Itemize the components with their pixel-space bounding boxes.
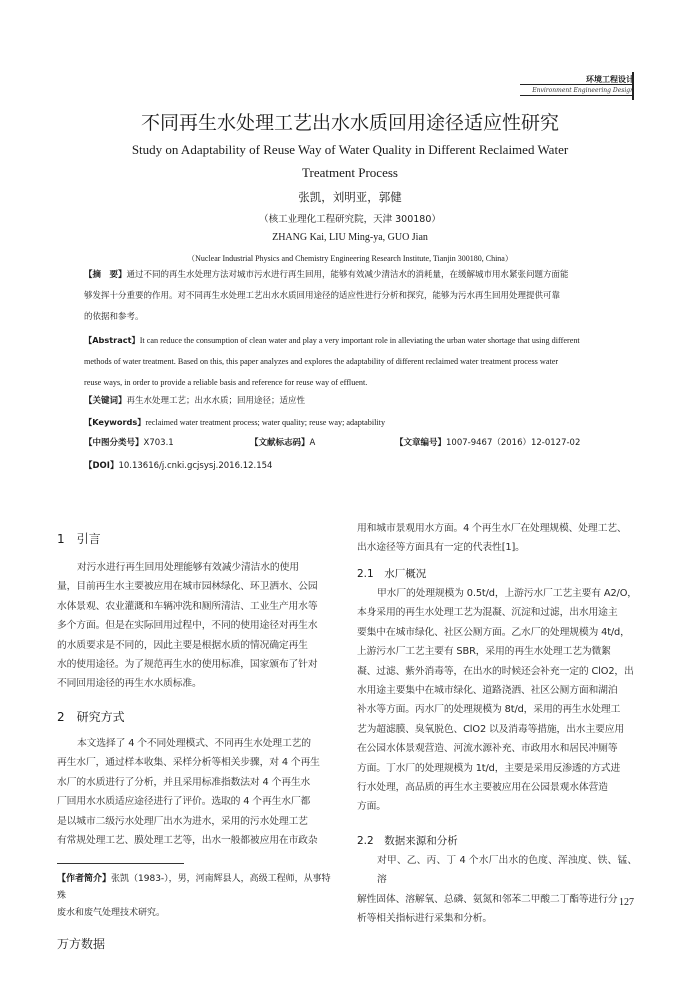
section-heading-method: 2 研究方式 <box>57 710 125 724</box>
abstract-en <box>84 334 620 389</box>
author-bio-line: 张凯（1983-），男，河南辉县人，高级工程师，从事特殊 <box>57 874 331 901</box>
document-code-label: 【文献标志码】 <box>250 438 310 448</box>
data-source-paragraph <box>357 851 637 929</box>
text-line: 解性固体、溶解氧、总磷、氨氮和邻苯二甲酸二丁酯等进行分 <box>357 893 618 905</box>
article-number <box>395 437 625 450</box>
keywords-cn-text: 再生水处理工艺；出水水质；回用途径；适应性 <box>126 396 306 406</box>
text-line: 再生水厂，通过样本收集、采样分析等相关步骤，对 4 个再生 <box>57 757 320 769</box>
plant-overview-paragraph <box>357 584 637 817</box>
text-line: 本文选择了 4 个不同处理模式、不同再生水处理工艺的 <box>77 738 311 749</box>
keywords-cn <box>84 395 620 408</box>
text-line: 凝、过滤、紫外消毒等，在出水的时候还会补充一定的 ClO2，出 <box>357 665 634 677</box>
text-line: 出水途径等方面具有一定的代表性[1]。 <box>357 542 525 554</box>
text-line: 对污水进行再生回用处理能够有效减少清洁水的使用 <box>77 562 299 573</box>
doi-value: 10.13616/j.cnki.gcjsysj.2016.12.154 <box>118 461 273 471</box>
abstract-cn-label: 【摘 要】 <box>84 270 127 280</box>
subsection-heading-plant-overview: 2.1 水厂概况 <box>357 568 427 580</box>
abstract-cn-line: 的依据和参考。 <box>84 312 144 322</box>
document-code-value: A <box>309 438 316 448</box>
text-line: 水用途主要集中在城市绿化、道路浇洒、社区公厕方面和湖泊 <box>357 685 618 697</box>
keywords-en <box>84 416 620 429</box>
text-line: 的水质要求是不同的，因此主要是根据水质的情况确定再生 <box>57 639 308 651</box>
article-number-label: 【文章编号】 <box>395 438 447 448</box>
text-line: 有常规处理工艺、膜处理工艺等，出水一般都被应用在市政杂 <box>57 835 318 847</box>
text-line: 对甲、乙、丙、丁 4 个水厂出水的色度、浑浊度、铁、锰、溶 <box>377 855 637 886</box>
author-bio-footnote <box>57 871 334 922</box>
abstract-en-line: It can reduce the consumption of clean water and play a very important role in alleviating the urban water shortage that using different <box>139 336 580 345</box>
subsection-heading-data-source: 2.2 数据来源和分析 <box>357 835 458 847</box>
keywords-en-label: 【Keywords】 <box>84 417 146 427</box>
text-line: 在公园水体景观营造、河流水源补充、市政用水和居民冲厕等 <box>357 743 618 755</box>
journal-name-english: Environment Engineering Design <box>532 87 634 94</box>
text-line: 方面。丁水厂的处理规模为 1t/d，主要是采用反渗透的方式进 <box>357 762 621 774</box>
introduction-paragraph <box>57 558 334 694</box>
abstract-cn-line: 够发挥十分重要的作用。对不同再生水处理工艺出水水质回用途径的适应性进行分析和探究，能够为污水再生回用处理提供可靠 <box>84 291 561 301</box>
text-line: 补水等方面。丙水厂的处理规模为 8t/d，采用的再生水处理工 <box>357 704 621 716</box>
authors: 张凯，刘明亚，郭健 <box>298 190 402 204</box>
text-line: 多个方面。但是在实际回用过程中，不同的使用途径对再生水 <box>57 620 318 632</box>
text-line: 厂回用水水质适应途径进行了评价。选取的 4 个再生水厂都 <box>57 796 311 808</box>
clc-label: 【中图分类号】 <box>84 438 144 448</box>
text-line: 本身采用的再生水处理工艺为混凝、沉淀和过滤，出水用途主 <box>357 607 618 619</box>
paper-title: 不同再生水处理工艺出水水质回用途径适应性研究 <box>140 112 559 134</box>
doi-label: 【DOI】 <box>84 461 119 471</box>
text-line: 量，目前再生水主要被应用在城市园林绿化、环卫洒水、公园 <box>57 581 318 593</box>
text-line: 上游污水厂工艺主要有 SBR，采用的再生水处理工艺为微絮 <box>357 646 611 658</box>
text-line: 水厂的水质进行了分析，并且采用标准指数法对 4 个再生水 <box>57 776 311 788</box>
header-vertical-bar <box>632 72 634 100</box>
author-bio-label: 【作者简介】 <box>57 874 112 884</box>
text-line: 要集中在城市绿化、社区公厕方面。乙水厂的处理规模为 4t/d， <box>357 626 630 638</box>
text-line: 方面。 <box>357 801 386 813</box>
method-paragraph <box>57 734 334 850</box>
text-line: 析等相关指标进行采集和分析。 <box>357 913 493 925</box>
abstract-en-line: methods of water treatment. Based on this, this paper analyzes and explores the adaptability of different reclaimed water treatment process water <box>84 357 559 366</box>
affiliation-english: （Nuclear Industrial Physics and Chemistry Engineering Research Institute, Tianjin 300180, China） <box>187 254 513 263</box>
abstract-cn <box>84 269 620 324</box>
article-number-value: 1007-9467（2016）12-0127-02 <box>446 438 581 448</box>
abstract-en-line: reuse ways, in order to provide a reliable basis and reference for reuse way of effluent. <box>84 378 368 387</box>
paper-title-english-line2: Treatment Process <box>302 165 398 180</box>
footnote-divider <box>57 863 184 864</box>
paper-title-english-line1: Study on Adaptability of Reuse Way of Water Quality in Different Reclaimed Water <box>131 142 569 157</box>
continued-paragraph <box>357 519 637 558</box>
journal-name: 环境工程设计 <box>586 75 634 84</box>
affiliation: （核工业理化工程研究院，天津 300180） <box>259 214 441 225</box>
text-line: 水体景观、农业灌溉和车辆冲洗和厕所清洁、工业生产用水等 <box>57 600 318 612</box>
header-divider <box>520 84 634 85</box>
author-bio-line: 废水和废气处理技术研究。 <box>57 908 166 918</box>
page-number: 127 <box>619 897 634 908</box>
text-line: 行水处理，高品质的再生水主要被应用在公园景观水体营造 <box>357 782 608 794</box>
text-line: 用和城市景观用水方面。4 个再生水厂在处理规模、处理工艺、 <box>357 523 627 534</box>
clc-value: X703.1 <box>143 438 174 448</box>
keywords-en-text: reclaimed water treatment process; water quality; reuse way; adaptability <box>145 418 386 427</box>
database-brand: 万方数据 <box>57 937 106 951</box>
abstract-en-label: 【Abstract】 <box>84 335 140 345</box>
abstract-cn-line: 通过不同的再生水处理方法对城市污水进行再生回用，能够有效减少清洁水的消耗量，在缓解城市用水紧张问题方面能 <box>126 270 569 280</box>
text-line: 是以城市二级污水处理厂出水为进水，采用的污水处理工艺 <box>57 815 308 827</box>
text-line: 甲水厂的处理规模为 0.5t/d，上游污水厂工艺主要有 A2/O， <box>377 588 637 599</box>
doi <box>84 460 620 473</box>
keywords-cn-label: 【关键词】 <box>84 396 127 406</box>
text-line: 不同回用途径的再生水水质标准。 <box>57 678 202 690</box>
section-heading-introduction: 1 引言 <box>57 532 101 546</box>
text-line: 水的使用途径。为了规范再生水的使用标准，国家颁布了针对 <box>57 659 318 671</box>
document-code <box>250 437 400 450</box>
authors-english: ZHANG Kai, LIU Ming-ya, GUO Jian <box>272 232 428 243</box>
header-divider-lower <box>520 95 634 96</box>
text-line: 艺为超滤膜、臭氧脱色、ClO2 以及消毒等措施，出水主要应用 <box>357 723 625 735</box>
